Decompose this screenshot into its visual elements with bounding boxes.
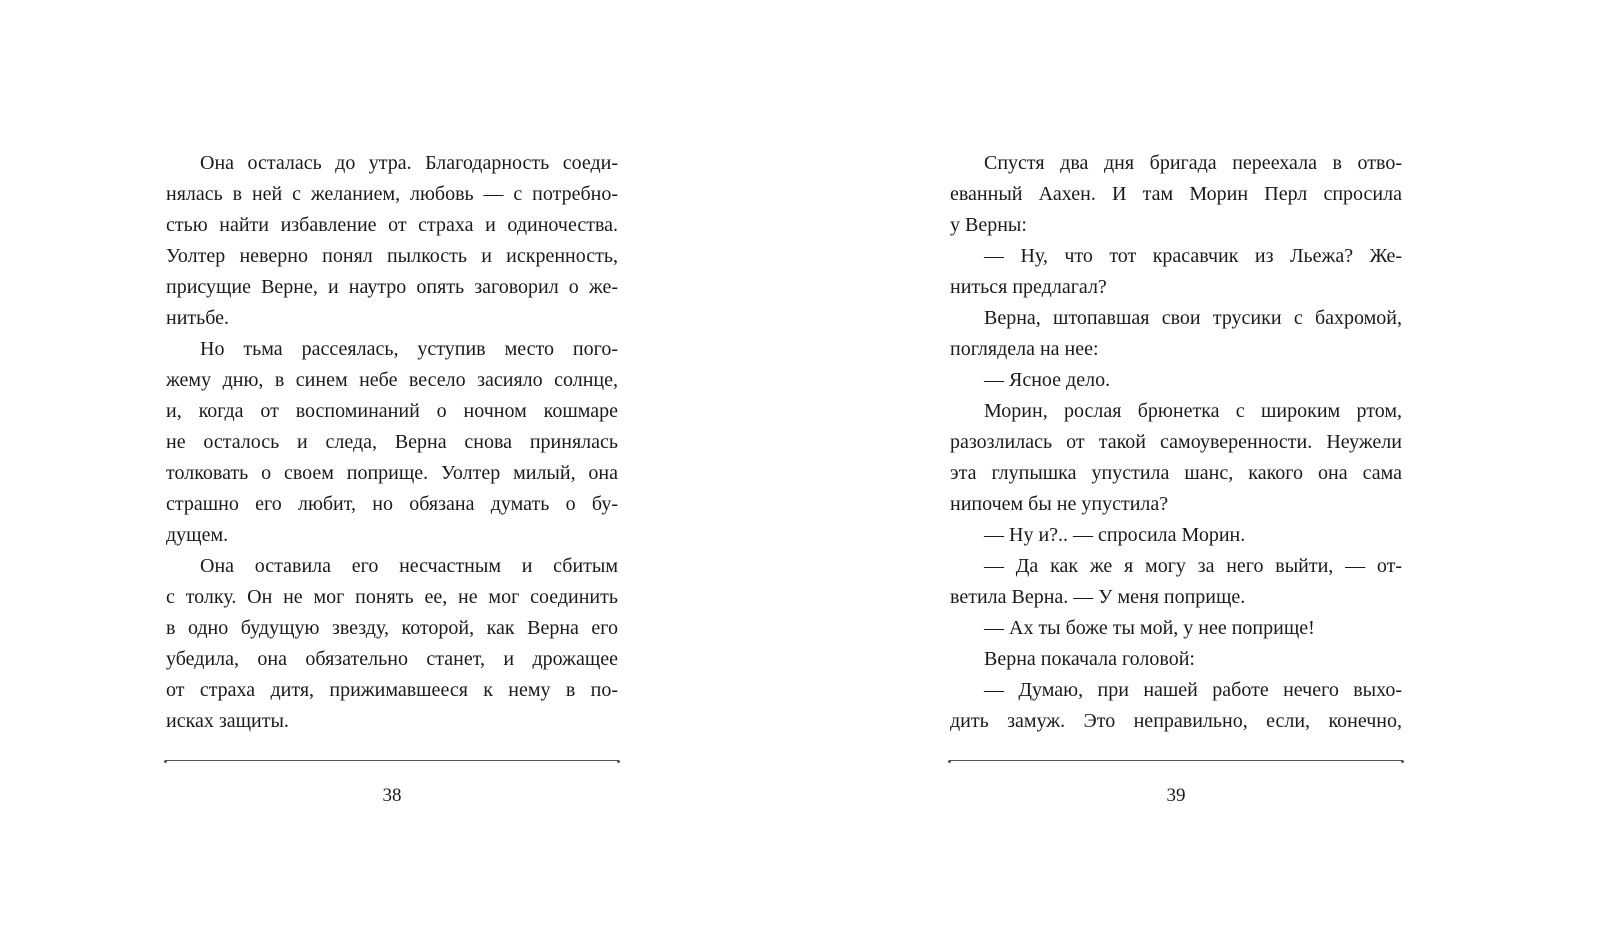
text-line: Морин, рослая брюнетка с широким ртом, [984, 400, 1402, 422]
text-line: — Ах ты боже ты мой, у нее поприще! [984, 617, 1315, 639]
text-line: Верна покачала головой: [984, 648, 1195, 670]
text-line: Спустя два дня бригада переехала в отво- [984, 152, 1402, 174]
text-line: поглядела на нее: [950, 338, 1099, 360]
text-line: разозлилась от такой самоуверенности. Неужели [950, 431, 1402, 453]
text-line: стью найти избавление от страха и одиночества. [166, 214, 618, 236]
page-number: 39 [1166, 785, 1186, 806]
text-line: присущие Верне, и наутро опять заговорил о же- [166, 276, 618, 298]
right-page-text [950, 148, 1402, 737]
text-line: дить замуж. Это неправильно, если, конечно, [950, 710, 1402, 732]
text-line: еванный Аахен. И там Морин Перл спросила [950, 183, 1402, 205]
text-line: — Ну, что тот красавчик из Льежа? Же- [984, 245, 1402, 267]
footer-rule [166, 760, 618, 761]
text-line: нитьбе. [166, 307, 230, 329]
footer-rule [950, 760, 1402, 761]
text-line: Она осталась до утра. Благодарность соеди- [200, 152, 618, 174]
text-line: ветила Верна. — У меня поприще. [950, 586, 1246, 608]
text-line: страшно его любит, но обязана думать о бу- [166, 493, 618, 515]
text-line: убедила, она обязательно станет, и дрожащее [166, 648, 618, 670]
right-page [800, 0, 1600, 941]
text-line: нялась в ней с желанием, любовь — с потребно- [166, 183, 618, 205]
text-line: исках защиты. [166, 710, 289, 732]
left-page-text [166, 148, 618, 737]
text-line: от страха дитя, прижимавшееся к нему в по- [166, 679, 618, 701]
text-line: ниться предлагал? [950, 276, 1107, 298]
text-line: нипочем бы не упустила? [950, 493, 1169, 515]
text-line: — Думаю, при нашей работе нечего выхо- [984, 679, 1402, 701]
text-line: толковать о своем поприще. Уолтер милый, она [166, 462, 618, 484]
text-line: — Ясное дело. [984, 369, 1111, 391]
text-line: жему дню, в синем небе весело засияло солнце, [166, 369, 618, 391]
page-number: 38 [382, 785, 402, 806]
text-line: и, когда от воспоминаний о ночном кошмаре [166, 400, 618, 422]
text-line: Она оставила его несчастным и сбитым [200, 555, 618, 577]
text-line: в одно будущую звезду, которой, как Верна его [166, 617, 618, 639]
text-line: Уолтер неверно понял пылкость и искренность, [166, 245, 618, 267]
text-line: — Да как же я могу за него выйти, — от- [984, 555, 1402, 577]
text-line: с толку. Он не мог понять ее, не мог соединить [166, 586, 618, 608]
text-line: не осталось и следа, Верна снова принялась [166, 431, 618, 453]
text-line: Верна, штопавшая свои трусики с бахромой, [984, 307, 1402, 329]
text-line: эта глупышка упустила шанс, какого она сама [950, 462, 1402, 484]
text-line: дущем. [166, 524, 229, 546]
text-line: у Верны: [950, 214, 1027, 236]
text-line: Но тьма рассеялась, уступив место пого- [200, 338, 618, 360]
text-line: — Ну и?.. — спросила Морин. [984, 524, 1246, 546]
